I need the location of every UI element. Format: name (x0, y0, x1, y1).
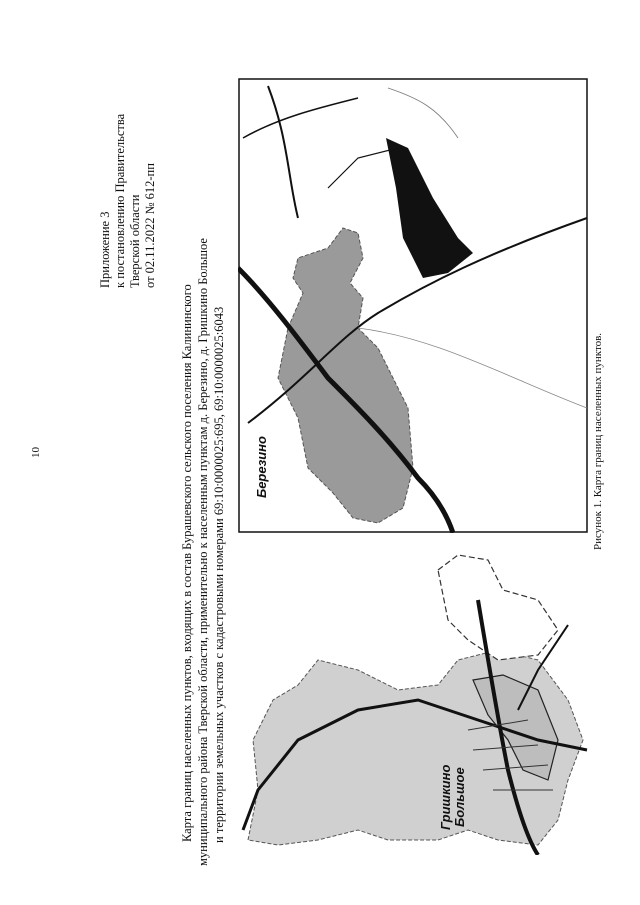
page-number: 10 (30, 447, 42, 458)
title-line-3: и территории земельных участков с кадастровыми номерами 69:10:0000025:695, 69:10:0000025:6043 (212, 306, 226, 843)
map-label-grishkino-2: Большое (452, 767, 467, 827)
figure-caption: Рисунок 1. Карта границ населенных пунктов. (592, 332, 604, 550)
appendix-line-2: к постановлению Правительства (113, 113, 127, 288)
map-label-berezino: Березино (254, 436, 269, 498)
appendix-line-1: Приложение 3 (98, 211, 112, 288)
title-line-2: муниципального района Тверской области, применительно к населенным пунктам д. Березино, д. Гришкино Большое (196, 238, 210, 866)
map-label-grishkino-1: Гришкино (438, 764, 453, 830)
map-berezino (238, 78, 588, 533)
map-grishkino (238, 540, 588, 855)
appendix-line-3: Тверской области (128, 194, 142, 288)
title-line-1: Карта границ населенных пунктов, входящих в состав Бурашевского сельского поселения Калининского (180, 284, 194, 842)
appendix-line-4: от 02.11.2022 № 612-пп (143, 163, 157, 288)
